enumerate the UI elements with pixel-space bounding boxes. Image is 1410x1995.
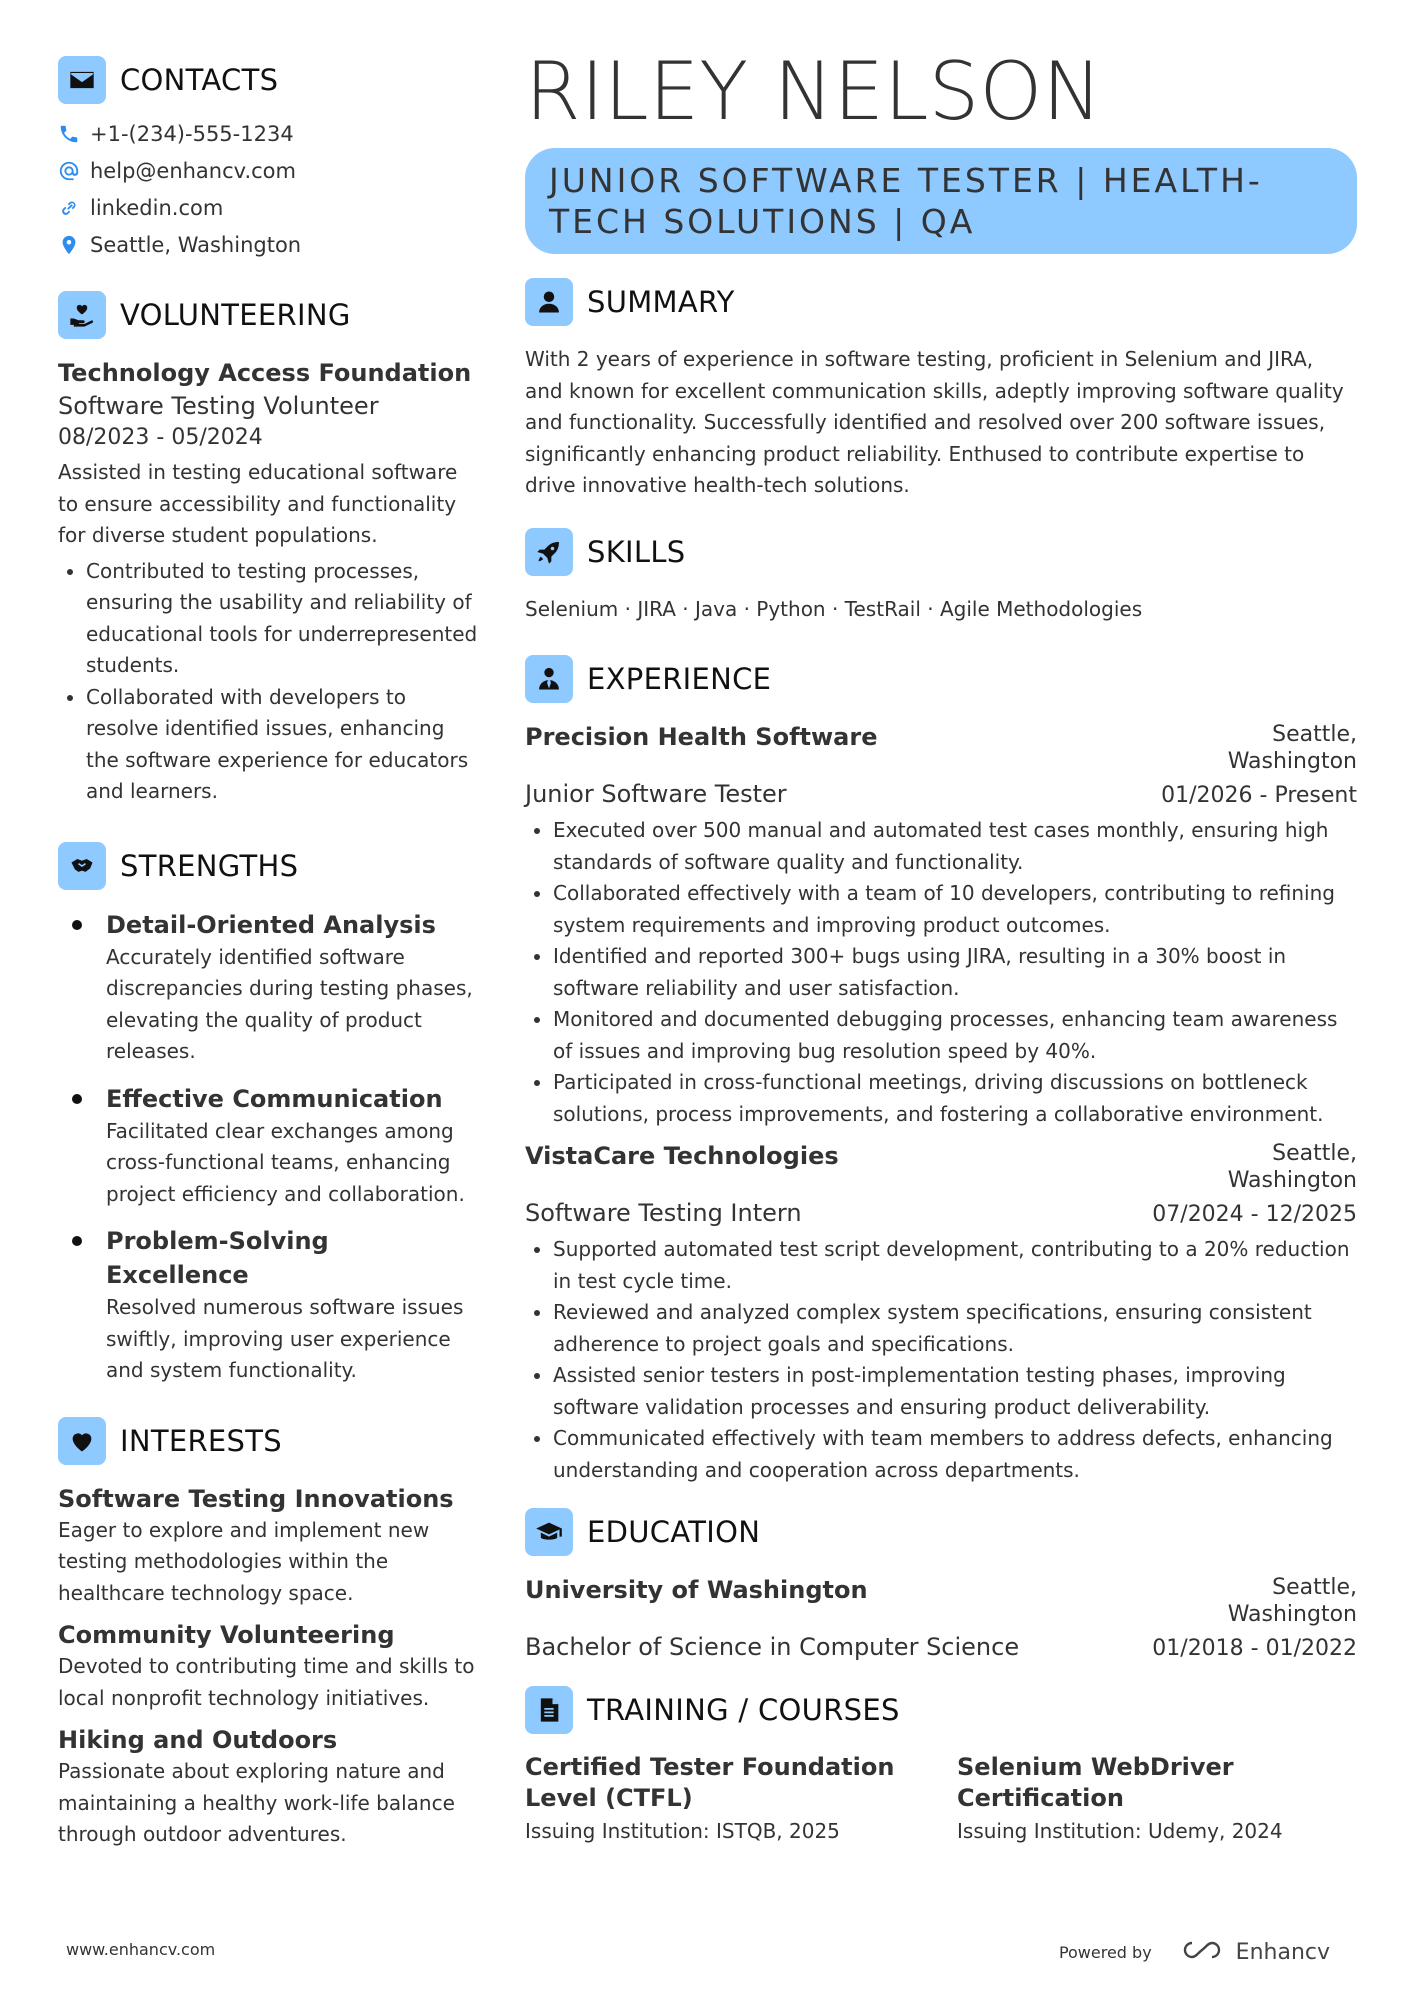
job-header [525, 1140, 1357, 1194]
powered-by-text: Powered by [1058, 1942, 1152, 1962]
list-item: • Participated in cross-functional meetings, driving discussions on bottleneck solutions, process improvements, and fostering a collaborative environment. [553, 1067, 1357, 1130]
phone-text: +1-(234)-555-1234 [90, 122, 294, 146]
education-section [525, 1508, 1357, 1664]
strengths-section [58, 842, 478, 1387]
training-section [525, 1686, 1357, 1848]
volunteering-bullets [58, 556, 478, 808]
location-text: Seattle, Washington [90, 233, 302, 257]
strength-title: Effective Communication [106, 1084, 443, 1113]
interest-title: Community Volunteering [58, 1621, 395, 1649]
candidate-name: RILEY NELSON [525, 45, 1103, 138]
list-item: • Collaborated effectively with a team of 10 developers, contributing to refining system requirements and improving product outcomes. [553, 878, 1357, 941]
contacts-section [58, 56, 478, 257]
interest-item [58, 1724, 478, 1851]
envelope-icon [58, 56, 106, 104]
training-title: Selenium WebDriver Certification [957, 1753, 1234, 1812]
rocket-icon [525, 528, 573, 576]
interest-title: Software Testing Innovations [58, 1484, 454, 1513]
training-item [957, 1752, 1357, 1848]
education-heading: EDUCATION [587, 1515, 761, 1549]
job-title-band: JUNIOR SOFTWARE TESTER | HEALTH-TECH SOLUTIONS | QA [525, 148, 1357, 254]
skills-header [525, 528, 1357, 576]
strength-text: Facilitated clear exchanges among cross-functional teams, enhancing project efficiency and collaboration. [106, 1118, 465, 1206]
location-pin-icon [58, 234, 80, 256]
volunteering-description: Assisted in testing educational software to ensure accessibility and functionality for diverse student populations. [58, 460, 458, 547]
contact-location [58, 233, 478, 257]
interests-section [58, 1417, 478, 1851]
strength-title: Detail-Oriented Analysis [106, 910, 436, 939]
job-bullets [525, 1234, 1357, 1486]
heart-icon [58, 1417, 106, 1465]
interests-header [58, 1417, 478, 1465]
graduation-cap-icon [525, 1508, 573, 1556]
list-item: • Collaborated with developers to resolve identified issues, enhancing the software experience for educators and learners. [86, 682, 478, 808]
hand-heart-icon [58, 291, 106, 339]
summary-heading: SUMMARY [587, 285, 735, 319]
job-role-row [525, 777, 1357, 811]
training-items [525, 1752, 1357, 1848]
phone-icon [58, 123, 80, 145]
training-heading: TRAINING / COURSES [587, 1693, 900, 1727]
job-location: Seattle, Washington [1227, 1141, 1357, 1193]
skills-text: Selenium · JIRA · Java · Python · TestRail · Agile Methodologies [525, 596, 1143, 621]
summary-header [525, 278, 1357, 326]
education-header-row [525, 1574, 1357, 1628]
strength-item [58, 1224, 478, 1387]
footer-website[interactable]: www.enhancv.com [66, 1940, 216, 1959]
enhancv-logo-icon [1180, 1939, 1226, 1965]
job-bullets [525, 815, 1357, 1130]
job-dates: 07/2024 - 12/2025 [1152, 1202, 1357, 1227]
bullet-dot [72, 1094, 82, 1104]
interest-item [58, 1483, 478, 1610]
document-icon [525, 1686, 573, 1734]
interest-item [58, 1619, 478, 1714]
link-icon [58, 197, 80, 219]
list-item: • Assisted senior testers in post-implementation testing phases, improving software validation processes and ensuring product deliverability. [553, 1360, 1357, 1423]
list-item: • Identified and reported 300+ bugs using JIRA, resulting in a 30% boost in software reliability and user satisfaction. [553, 941, 1357, 1004]
strength-text: Accurately identified software discrepancies during testing phases, elevating the quality of product releases. [106, 944, 473, 1063]
summary-text: With 2 years of experience in software testing, proficient in Selenium and JIRA, and known for excellent communication skills, adeptly improving software quality and functionality. Successfully identified and resolved over 200 software issues, significantly enhancing product reliability. Enthused to contribute expertise to drive innovative health-tech solutions. [525, 347, 1344, 497]
volunteering-org: Technology Access Foundation [58, 359, 472, 387]
list-item: • Supported automated test script development, contributing to a 20% reduction in test cycle time. [553, 1234, 1357, 1297]
strength-text: Resolved numerous software issues swiftly, improving user experience and system functionality. [106, 1295, 464, 1382]
experience-section [525, 655, 1357, 1486]
education-dates: 01/2018 - 01/2022 [1152, 1636, 1357, 1661]
volunteering-role: Software Testing Volunteer [58, 392, 379, 420]
education-header [525, 1508, 1357, 1556]
volunteering-header [58, 291, 478, 339]
strength-title: Problem-Solving Excellence [106, 1227, 329, 1289]
interests-heading: INTERESTS [120, 1423, 282, 1458]
interest-text: Passionate about exploring nature and maintaining a healthy work-life balance through outdoor adventures. [58, 1759, 455, 1846]
list-item: • Reviewed and analyzed complex system specifications, ensuring consistent adherence to project goals and specifications. [553, 1297, 1357, 1360]
job-company: Precision Health Software [525, 723, 878, 751]
strength-item [58, 1082, 478, 1211]
summary-section [525, 278, 1357, 502]
footer-branding[interactable] [1059, 1939, 1330, 1965]
contacts-header [58, 56, 478, 104]
handshake-icon [58, 842, 106, 890]
training-item [525, 1752, 957, 1848]
experience-header [525, 655, 1357, 703]
job-role: Junior Software Tester [525, 780, 787, 808]
businessman-icon [525, 655, 573, 703]
interest-title: Hiking and Outdoors [58, 1726, 338, 1754]
job-entry [525, 721, 1357, 1130]
training-header [525, 1686, 1357, 1734]
strengths-heading: STRENGTHS [120, 848, 299, 883]
education-degree-row [525, 1630, 1357, 1664]
job-header [525, 721, 1357, 775]
education-school: University of Washington [525, 1576, 868, 1604]
list-item: • Communicated effectively with team members to address defects, enhancing understanding and cooperation across departments. [553, 1423, 1357, 1486]
list-item: • Contributed to testing processes, ensuring the usability and reliability of educational tools for underrepresented students. [86, 556, 478, 682]
contact-email[interactable] [58, 159, 478, 183]
interest-text: Devoted to contributing time and skills to local nonprofit technology initiatives. [58, 1654, 475, 1710]
education-degree: Bachelor of Science in Computer Science [525, 1633, 1020, 1661]
job-role: Software Testing Intern [525, 1199, 802, 1227]
volunteering-dates: 08/2023 - 05/2024 [58, 425, 263, 450]
linkedin-text: linkedin.com [90, 196, 224, 220]
volunteering-heading: VOLUNTEERING [120, 298, 351, 332]
user-icon [525, 278, 573, 326]
education-location: Seattle, Washington [1227, 1575, 1357, 1627]
job-dates: 01/2026 - Present [1161, 783, 1357, 808]
at-sign-icon [58, 160, 80, 182]
email-text: help@enhancv.com [90, 159, 296, 183]
training-issuer: Issuing Institution: Udemy, 2024 [957, 1819, 1283, 1843]
bullet-dot [72, 1236, 82, 1246]
interest-text: Eager to explore and implement new testing methodologies within the healthcare technology space. [58, 1517, 430, 1605]
volunteering-section [58, 291, 478, 808]
skills-heading: SKILLS [587, 534, 686, 569]
left-column [58, 56, 478, 1851]
job-location: Seattle, Washington [1227, 722, 1357, 774]
contact-linkedin[interactable] [58, 196, 478, 220]
list-item: • Executed over 500 manual and automated test cases monthly, ensuring high standards of software quality and functionality. [553, 815, 1357, 878]
brand-name: Enhancv [1235, 1939, 1330, 1965]
bullet-dot [72, 920, 82, 930]
strengths-header [58, 842, 478, 890]
job-entry [525, 1140, 1357, 1486]
job-role-row [525, 1196, 1357, 1230]
strength-item [58, 908, 478, 1068]
training-title: Certified Tester Foundation Level (CTFL) [525, 1753, 895, 1812]
list-item: • Monitored and documented debugging processes, enhancing team awareness of issues and improving bug resolution speed by 40%. [553, 1004, 1357, 1067]
job-company: VistaCare Technologies [525, 1142, 839, 1170]
skills-section [525, 528, 1357, 626]
right-column [525, 45, 1357, 1848]
experience-heading: EXPERIENCE [587, 662, 772, 696]
contacts-heading: CONTACTS [120, 63, 279, 97]
training-issuer: Issuing Institution: ISTQB, 2025 [525, 1819, 840, 1843]
contact-phone[interactable] [58, 122, 478, 146]
